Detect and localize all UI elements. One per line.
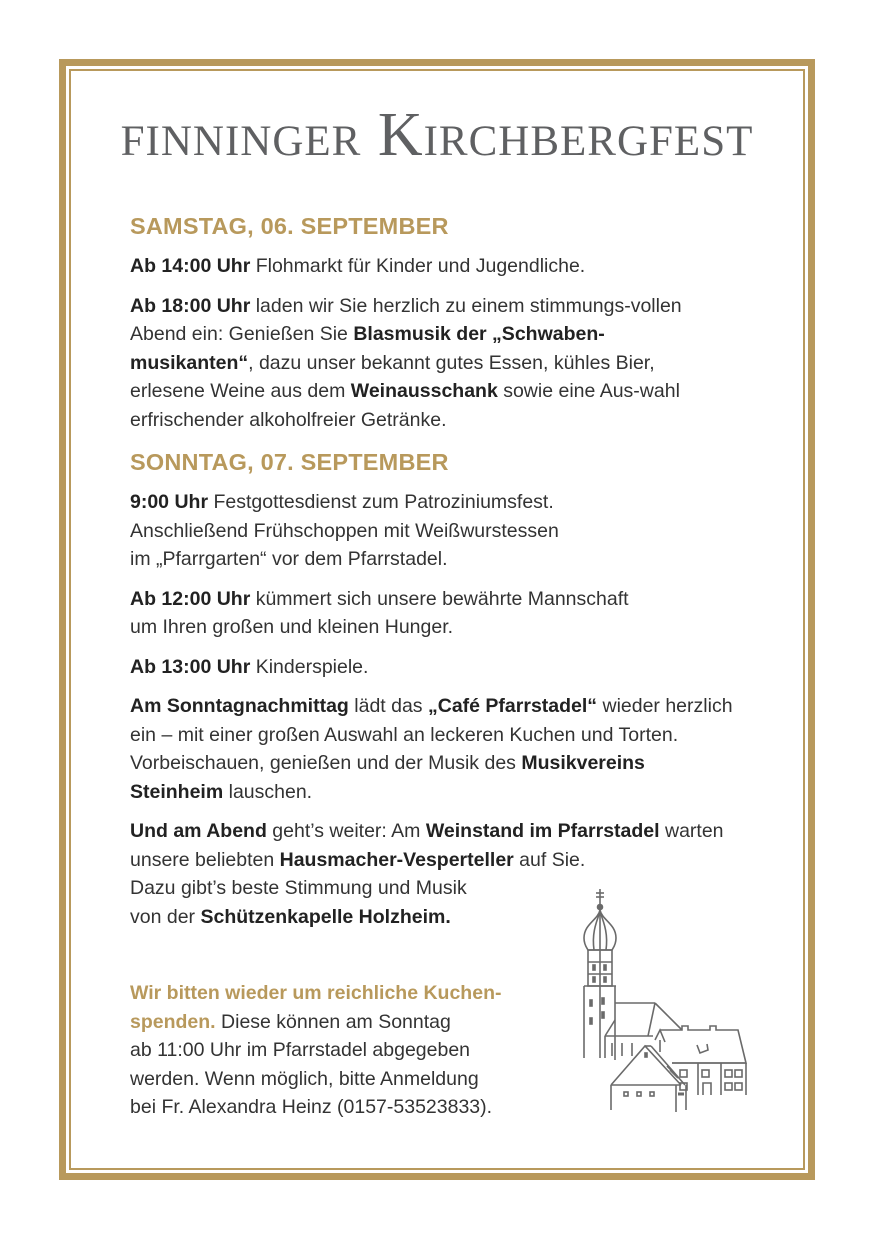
time-label: 9:00 Uhr — [130, 491, 209, 513]
saturday-heading: SAMSTAG, 06. SEPTEMBER — [130, 213, 449, 239]
note-highlight: Wir bitten wieder um reichliche Kuchen- — [130, 982, 502, 1004]
item-text: lauschen. — [223, 780, 313, 803]
highlight: Hausmacher-Vesperteller — [279, 848, 514, 871]
item-text: Flohmarkt für Kinder und Jugendliche. — [250, 255, 586, 277]
item-text: , dazu unser bekannt gutes Essen, kühles Bier, erlesene Weine aus dem — [130, 351, 655, 402]
time-label: Ab 13:00 Uhr — [130, 655, 251, 678]
item-text: Dazu gibt’s beste Stimmung und Musik — [130, 877, 467, 899]
program-content — [130, 210, 750, 942]
item-text: Festgottesdienst zum Patroziniumsfest. — [208, 491, 554, 513]
time-label: Ab 12:00 Uhr — [130, 587, 251, 610]
highlight: „Café Pfarrstadel“ — [427, 695, 598, 717]
highlight: Schützenkapelle Holzheim. — [200, 905, 451, 928]
highlight: Blasmusik der „Schwaben-musikanten“ — [130, 323, 605, 374]
sunday-item-4 — [130, 692, 735, 806]
item-text: im „Pfarrgarten“ vor dem Pfarrstadel. — [130, 548, 448, 570]
sunday-item-1 — [130, 488, 750, 574]
item-text: warten unsere beliebten — [130, 820, 724, 871]
saturday-item-2 — [130, 292, 725, 435]
item-text: kümmert sich unsere bewährte Mannschaft — [250, 587, 629, 610]
item-text: sowie eine Aus-wahl erfrischender alkoholfreier Getränke. — [130, 380, 680, 431]
item-text: laden wir Sie herzlich zu einem stimmungs-vollen Abend ein: Genießen Sie — [130, 294, 682, 345]
church-village-icon — [575, 885, 755, 1115]
cake-donation-note — [130, 979, 570, 1122]
item-text: lädt das — [348, 695, 428, 717]
item-text: von der — [130, 905, 201, 928]
highlight: Weinstand im Pfarrstadel — [425, 820, 660, 842]
time-label: Ab 14:00 Uhr — [130, 255, 251, 277]
item-text: Anschließend Frühschoppen mit Weißwurstessen — [130, 519, 559, 542]
item-text: wieder herzlich ein – mit einer großen Auswahl an leckeren Kuchen und Torten. Vorbeischauen, genießen und der Musik des — [130, 695, 733, 774]
note-text: werden. Wenn möglich, bitte Anmeldung — [130, 1067, 479, 1090]
note-highlight: spenden. — [130, 1010, 216, 1033]
sunday-item-2 — [130, 585, 750, 642]
time-label: Am Sonntagnachmittag — [130, 695, 349, 717]
note-text: bei Fr. Alexandra Heinz (0157-53523833). — [130, 1096, 493, 1118]
sunday-heading: SONNTAG, 07. SEPTEMBER — [130, 449, 449, 475]
page-title: finninger Kirchbergfest — [120, 101, 754, 169]
note-text: ab 11:00 Uhr im Pfarrstadel abgegeben — [130, 1039, 471, 1061]
item-text: geht’s weiter: Am — [266, 820, 426, 842]
highlight: Musikvereins Steinheim — [130, 752, 645, 803]
highlight: Weinausschank — [350, 380, 498, 402]
note-text: Diese können am Sonntag — [215, 1010, 451, 1033]
item-text: um Ihren großen und kleinen Hunger. — [130, 616, 454, 638]
time-label: Ab 18:00 Uhr — [130, 294, 251, 317]
time-label: Und am Abend — [130, 820, 267, 842]
item-text: auf Sie. — [513, 848, 586, 871]
item-text: Kinderspiele. — [250, 655, 369, 678]
sunday-item-3 — [130, 653, 750, 682]
saturday-item-1 — [130, 252, 750, 281]
